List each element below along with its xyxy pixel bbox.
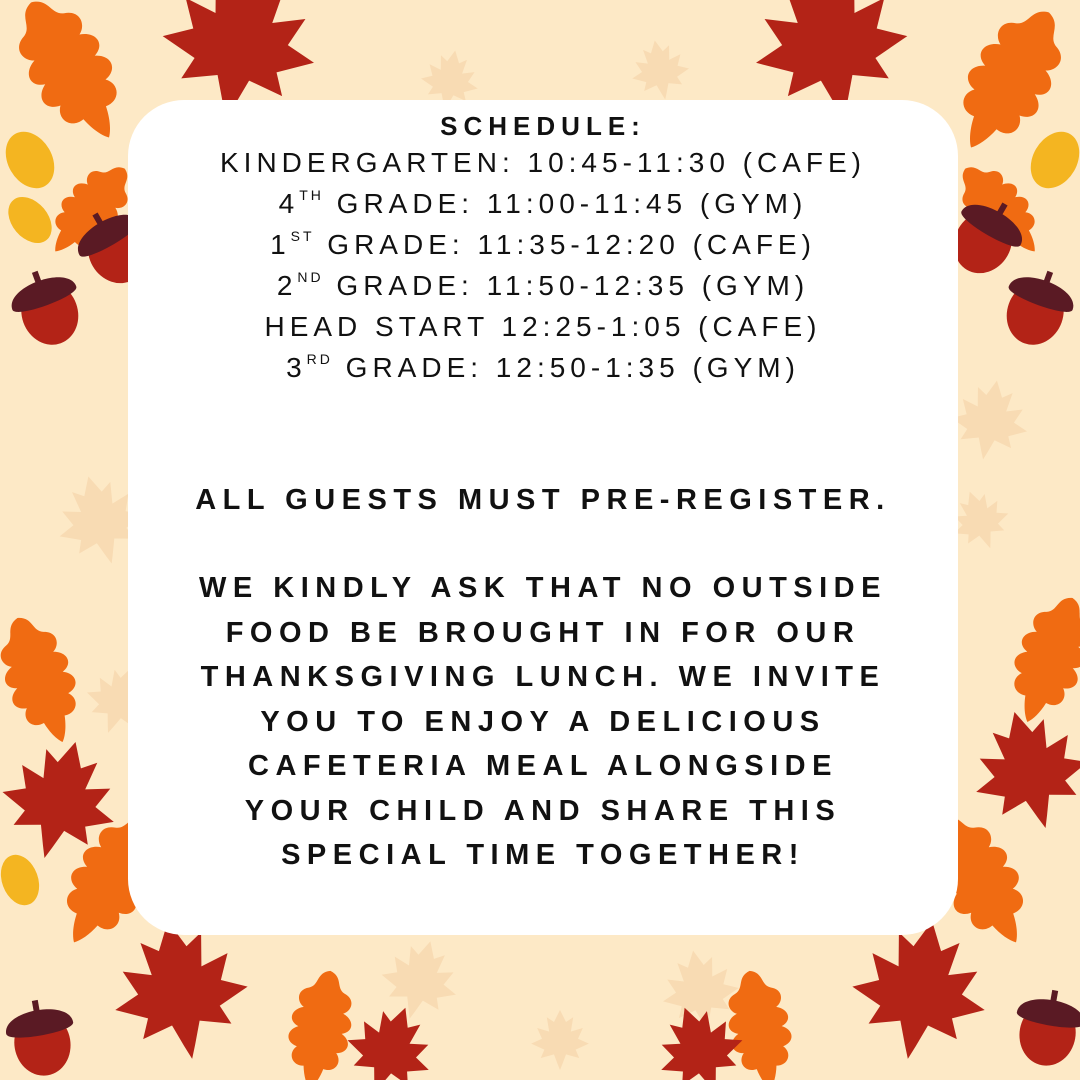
- notice-line: SPECIAL TIME TOGETHER!: [281, 839, 805, 871]
- schedule-title: SCHEDULE:: [440, 111, 646, 141]
- pre-register-notice: ALL GUESTS MUST PRE-REGISTER.: [195, 484, 891, 516]
- schedule-grade-suffix: RD: [306, 351, 333, 367]
- schedule-row-text: GRADE: 12:50-1:35 (GYM): [332, 352, 800, 383]
- schedule-row: [128, 265, 958, 306]
- schedule-row-text: GRADE: 11:50-12:35 (GYM): [323, 270, 810, 301]
- notice-line: WE KINDLY ASK THAT NO OUTSIDE: [199, 572, 887, 604]
- schedule-row-text: GRADE: 11:00-11:45 (GYM): [323, 188, 808, 219]
- schedule-row: [128, 224, 958, 265]
- schedule-grade-number: 2: [276, 270, 298, 301]
- schedule-grade-number: 3: [286, 352, 307, 383]
- schedule-row: [128, 183, 958, 224]
- outside-food-notice: [128, 566, 958, 878]
- schedule-section: [128, 112, 958, 388]
- schedule-grade-suffix: ST: [290, 228, 315, 244]
- schedule-grade-suffix: TH: [299, 187, 324, 203]
- notice-line: THANKSGIVING LUNCH. WE INVITE: [200, 661, 886, 693]
- notice-line: FOOD BE BROUGHT IN FOR OUR: [225, 616, 861, 649]
- schedule-row: [128, 142, 958, 183]
- schedule-row-text: HEAD START 12:25-1:05 (CAFE): [264, 311, 822, 342]
- schedule-list: [128, 142, 958, 388]
- schedule-grade-number: 4: [278, 188, 300, 219]
- notice-line: CAFETERIA MEAL ALONGSIDE: [248, 750, 838, 782]
- schedule-row-text: KINDERGARTEN: 10:45-11:30 (CAFE): [219, 147, 866, 178]
- schedule-grade-suffix: ND: [297, 269, 324, 285]
- info-card: [128, 100, 958, 935]
- schedule-row-text: GRADE: 11:35-12:20 (CAFE): [314, 229, 816, 260]
- notice-line: YOU TO ENJOY A DELICIOUS: [260, 705, 826, 738]
- schedule-grade-number: 1: [270, 229, 291, 260]
- notice-line: YOUR CHILD AND SHARE THIS: [244, 794, 842, 827]
- schedule-row: [128, 306, 958, 347]
- schedule-row: [128, 347, 958, 388]
